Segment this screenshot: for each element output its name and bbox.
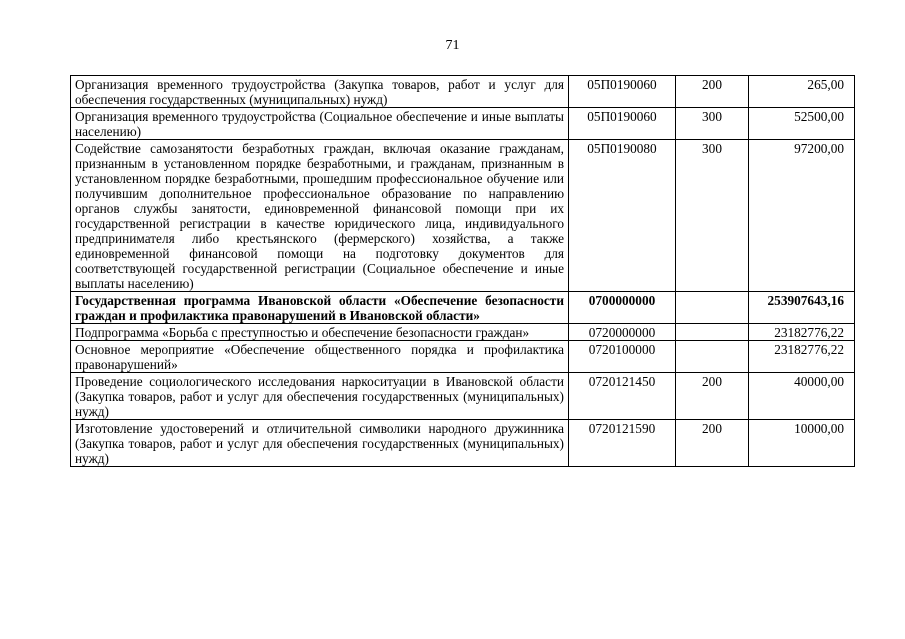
- expense-name: Организация временного трудоустройства (Социальное обеспечение и иные выплаты населению): [71, 108, 569, 140]
- target-article-code: 0720100000: [569, 341, 676, 373]
- target-article-code: 05П0190060: [569, 76, 676, 108]
- table-row: [71, 420, 855, 467]
- amount: 52500,00: [749, 108, 855, 140]
- target-article-code: 0700000000: [569, 292, 676, 324]
- target-article-code: 0720121590: [569, 420, 676, 467]
- amount: 97200,00: [749, 140, 855, 292]
- expense-type-code: [676, 324, 749, 341]
- table-row: [71, 140, 855, 292]
- expense-type-code: 300: [676, 140, 749, 292]
- expense-name: Изготовление удостоверений и отличительной символики народного дружинника (Закупка товаров, работ и услуг для обеспечения государственных (муниципальных) нужд): [71, 420, 569, 467]
- amount: 253907643,16: [749, 292, 855, 324]
- table-row: [71, 324, 855, 341]
- budget-table: [70, 75, 855, 467]
- expense-name: Государственная программа Ивановской области «Обеспечение безопасности граждан и профилактика правонарушений в Ивановской области»: [71, 292, 569, 324]
- expense-type-code: 300: [676, 108, 749, 140]
- amount: 23182776,22: [749, 341, 855, 373]
- amount: 40000,00: [749, 373, 855, 420]
- amount: 23182776,22: [749, 324, 855, 341]
- amount: 10000,00: [749, 420, 855, 467]
- amount: 265,00: [749, 76, 855, 108]
- expense-name: Подпрограмма «Борьба с преступностью и обеспечение безопасности граждан»: [71, 324, 569, 341]
- table-row: [71, 76, 855, 108]
- target-article-code: 0720000000: [569, 324, 676, 341]
- expense-type-code: 200: [676, 373, 749, 420]
- table-row-program: [71, 292, 855, 324]
- target-article-code: 0720121450: [569, 373, 676, 420]
- expense-type-code: [676, 341, 749, 373]
- expense-type-code: 200: [676, 76, 749, 108]
- expense-name: Проведение социологического исследования наркоситуации в Ивановской области (Закупка товаров, работ и услуг для обеспечения государственных (муниципальных) нужд): [71, 373, 569, 420]
- table-row: [71, 373, 855, 420]
- expense-type-code: 200: [676, 420, 749, 467]
- target-article-code: 05П0190060: [569, 108, 676, 140]
- page-number: 71: [445, 38, 460, 53]
- expense-name: Основное мероприятие «Обеспечение общественного порядка и профилактика правонарушений»: [71, 341, 569, 373]
- table-row: [71, 108, 855, 140]
- expense-name: Содействие самозанятости безработных граждан, включая оказание гражданам, признанным в установленном порядке безработными, и гражданам, признанным в установленном порядке безработными, прошедшим профессиональное обучение или получившим дополнительное профессиональное образование по направлению органов службы занятости, единовременной финансовой помощи при их государственной регистрации в качестве юридического лица, индивидуального предпринимателя либо крестьянского (фермерского) хозяйства, а также единовременной финансовой помощи на подготовку документов для соответствующей государственной регистрации (Социальное обеспечение и иные выплаты населению): [71, 140, 569, 292]
- expense-type-code: [676, 292, 749, 324]
- expense-name: Организация временного трудоустройства (Закупка товаров, работ и услуг для обеспечения государственных (муниципальных) нужд): [71, 76, 569, 108]
- target-article-code: 05П0190080: [569, 140, 676, 292]
- table-row: [71, 341, 855, 373]
